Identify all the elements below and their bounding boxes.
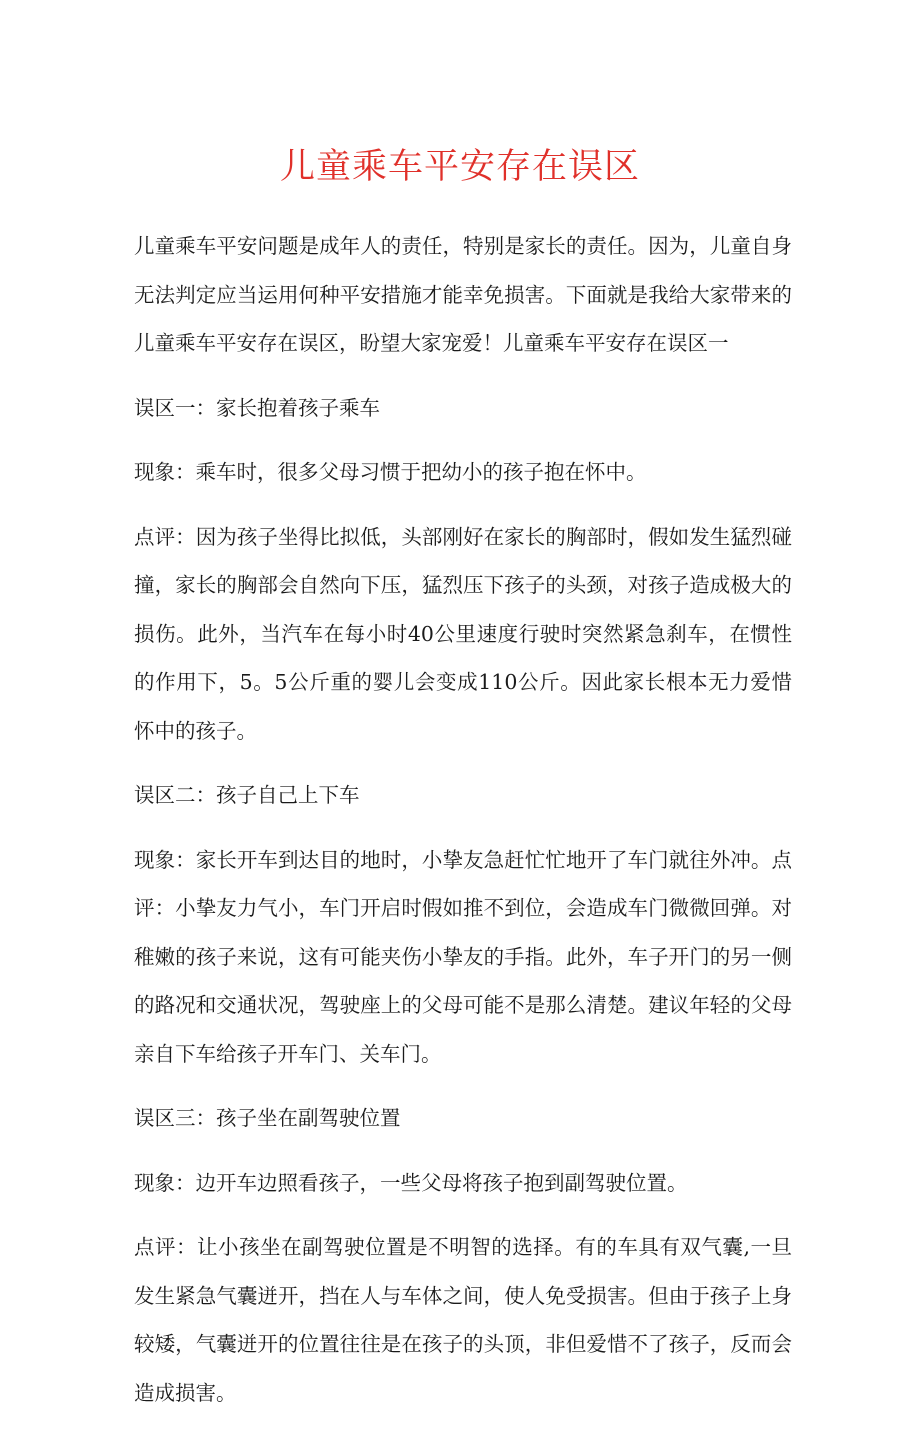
document-body [134,222,792,1433]
myth1-comment: 点评：因为孩子坐得比拟低，头部刚好在家长的胸部时，假如发生猛烈碰撞，家长的胸部会自然向下压，猛烈压下孩子的头颈，对孩子造成极大的损伤。此外，当汽车在每小时40公里速度行驶时突然紧急刹车，在惯性的作用下，5。5公斤重的婴儿会变成110公斤。因此家长根本无力爱惜怀中的孩子。 [134,524,792,743]
myth3-comment: 点评：让小孩坐在副驾驶位置是不明智的选择。有的车具有双气囊,一旦发生紧急气囊迸开，挡在人与车体之间，使人免受损害。但由于孩子上身较矮，气囊迸开的位置往往是在孩子的头顶，非但爱惜不了孩子，反而会造成损害。 [134,1235,792,1405]
myth2-heading: 误区二：孩子自己上下车 [134,783,360,807]
myth1-heading: 误区一：家长抱着孩子乘车 [134,395,380,420]
myth1-phenomenon: 现象：乘车时，很多父母习惯于把幼小的孩子抱在怀中。 [134,460,647,484]
myth3-phenomenon: 现象：边开车边照看孩子，一些父母将孩子抱到副驾驶位置。 [134,1170,688,1195]
document-title: 儿童乘车平安存在误区 [279,147,640,187]
myth2-phenomenon: 现象：家长开车到达目的地时，小挚友急赶忙忙地开了车门就往外冲。点评：小挚友力气小，车门开启时假如推不到位，会造成车门微微回弹。对稚嫩的孩子来说，这有可能夹伤小挚友的手指。此外，车子开门的另一侧的路况和交通状况，驾驶座上的父母可能不是那么清楚。建议年轻的父母亲自下车给孩子开车门、关车门。 [134,847,792,1066]
intro-paragraph: 儿童乘车平安问题是成年人的责任，特别是家长的责任。因为，儿童自身无法判定应当运用何种平安措施才能幸免损害。下面就是我给大家带来的儿童乘车平安存在误区，盼望大家宠爱！儿童乘车平安存在误区一 [134,234,792,355]
myth3-heading: 误区三：孩子坐在副驾驶位置 [134,1106,401,1130]
